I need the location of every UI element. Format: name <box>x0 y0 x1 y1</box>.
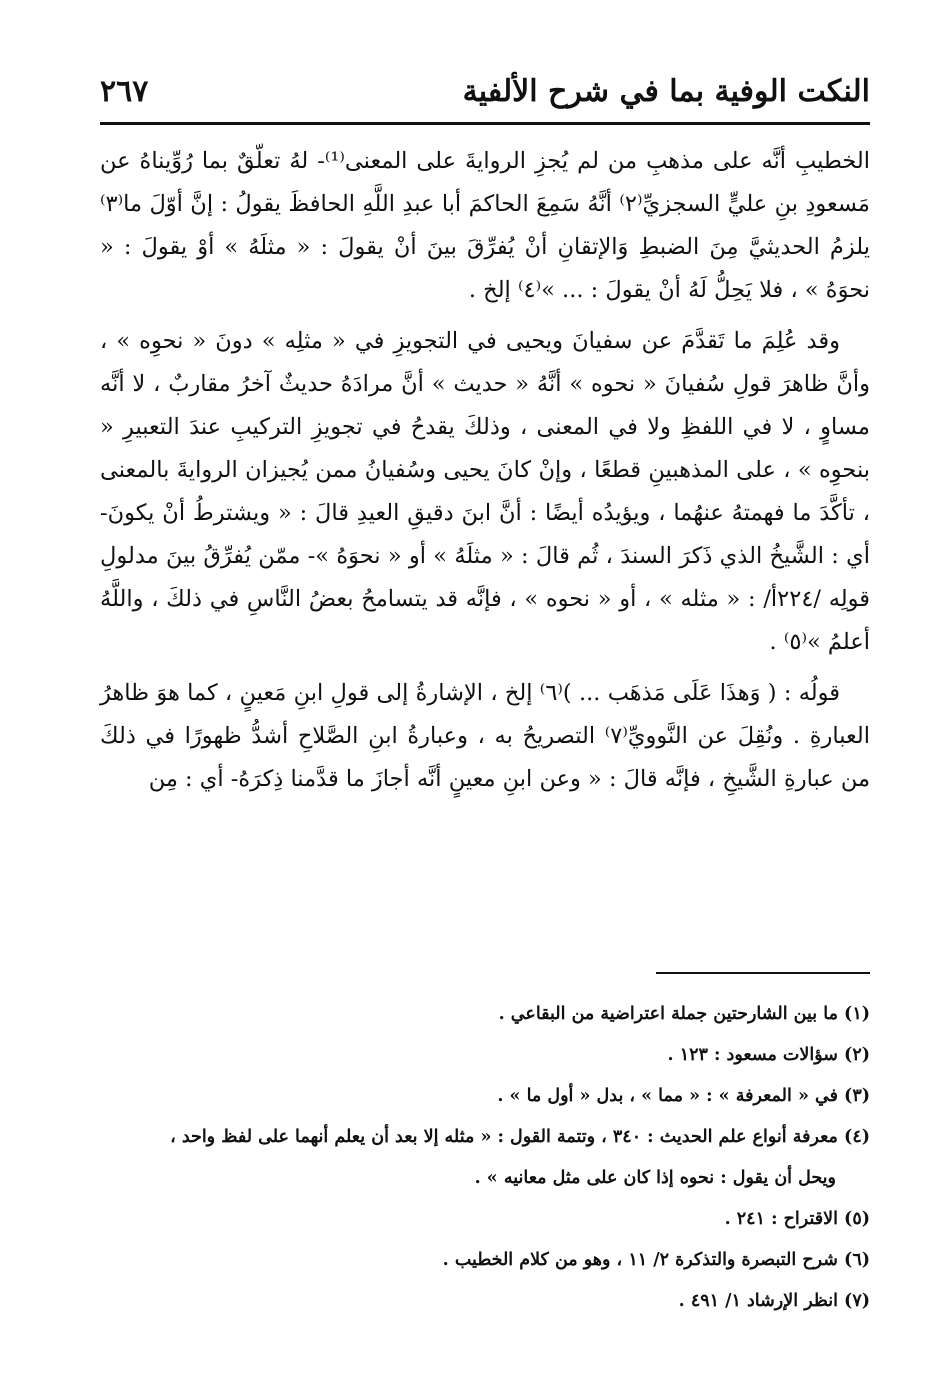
footnote-2: (٢) سؤالات مسعود : ١٢٣ . <box>667 1045 870 1065</box>
footnote-1: (١) ما بين الشارحتين جملة اعتراضية من البقاعي . <box>498 1004 870 1024</box>
running-title: النكت الوفية بما في شرح الألفية <box>462 74 870 109</box>
main-text <box>100 140 870 809</box>
footnote-6: (٦) شرح التبصرة والتذكرة ٢/ ١١ ، وهو من كلام الخطيب . <box>442 1250 870 1270</box>
footnote-5: (٥) الاقتراح : ٢٤١ . <box>724 1209 870 1229</box>
footnotes <box>100 994 870 1322</box>
footnote-4-continuation: ويحل أن يقول : نحوه إذا كان على مثل معانيه » . <box>474 1168 836 1188</box>
paragraph: وقد عُلِمَ ما تَقدَّمَ عن سفيانَ ويحيى في التجويزِ في « مثلِه » دونَ « نحوِه » ، وأنَّ ظاهرَ قولِ سُفيانَ « نحوه » أنَّهُ « حديث » أنَّ مرادَهُ حديثٌ آخرُ مقاربٌ ، لا أنَّه مساوٍ ، لا في اللفظِ ولا في المعنى ، وذلكَ يقدحُ في تجويزِ التركيبِ عندَ التعبيرِ « بنحوِه » ، على المذهبينِ قطعًا ، وإنْ كانَ يحيى وسُفيانُ ممن يُجيزان الروايةَ بالمعنى ، تأكَّدَ ما فهمتهُ عنهُما ، ويؤيدُه أيضًا : أنَّ ابنَ دقيقِ العيدِ قالَ : « ويشترطُ أنْ يكونَ- أي : الشَّيخُ الذي ذَكرَ السندَ ، ثُم قالَ : « مثلَهُ » أو « نحوَهُ »- ممّن يُفرِّقُ بينَ مدلولِ قولِه /٢٢٤أ/ : « مثله » ، أو « نحوه » ، فإنَّه قد يتسامحُ بعضُ النَّاسِ في ذلكَ ، واللَّهُ أعلمُ »⁽٥⁾ . <box>100 328 871 655</box>
paragraph: قولُه : ( وَهذَا عَلَى مَذهَب ... )⁽٦⁾ إلخ ، الإشارةُ إلى قولِ ابنِ مَعينٍ ، كما هوَ ظاهرُ العبارةِ . ونُقِلَ عن النَّوويِّ⁽٧⁾ التصريحُ به ، وعبارةُ ابنِ الصَّلاحِ أشدُّ ظهورًا في ذلكَ من عبارةِ الشَّيخِ ، فإنَّه قالَ : « وعن ابنِ معينٍ أنَّه أجازَ ما قدَّمنا ذِكرَهُ- أي : مِن <box>100 680 870 792</box>
page-header <box>100 66 870 118</box>
header-rule <box>100 122 870 125</box>
footnote-7: (٧) انظر الإرشاد ١/ ٤٩١ . <box>678 1291 870 1311</box>
footnote-separator <box>656 972 870 974</box>
paragraph: الخطيبِ أنَّه على مذهبِ من لم يُجزِ الروايةَ على المعنى⁽¹⁾- لهُ تعلّقٌ بما رُوِّيناهُ عن مَسعودِ بنِ عليٍّ السجزيِّ⁽٢⁾ أنَّهُ سَمِعَ الحاكمَ أبا عبدِ اللَّهِ الحافظَ يقولُ : إنَّ أوّلَ ما⁽٣⁾ يلزمُ الحديثيَّ مِنَ الضبطِ وَالإتقانِ أنْ يُفرِّقَ بينَ أنْ يقولَ : « مثلَهُ » أوْ يقولَ : « نحوَهُ » ، فلا يَحِلُّ لَهُ أنْ يقولَ : ... »⁽٤⁾ إلخ . <box>100 148 870 303</box>
footnote-4: (٤) معرفة أنواع علم الحديث : ٣٤٠ ، وتتمة القول : « مثله إلا بعد أن يعلم أنهما على لفظ واحد ، <box>170 1127 870 1147</box>
page-number: ٢٦٧ <box>100 74 149 109</box>
footnote-3: (٣) في « المعرفة » : « مما » ، بدل « أول ما » . <box>497 1086 870 1106</box>
